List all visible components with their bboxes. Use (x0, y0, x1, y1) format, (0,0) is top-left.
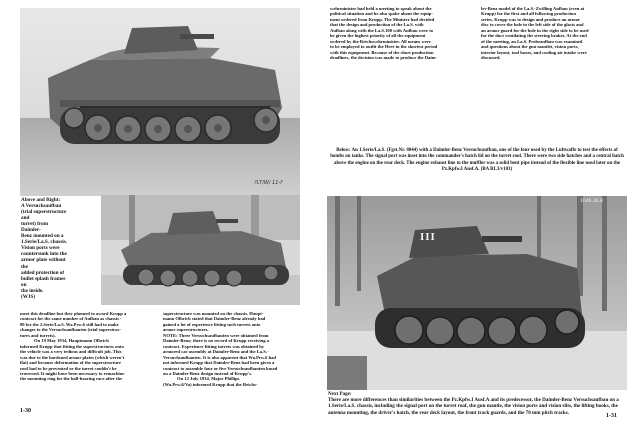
page-number-right: 1-31 (606, 413, 617, 419)
page-number-left: 1-30 (20, 408, 31, 414)
photo-right-tank (327, 196, 627, 390)
caption-above-and-right: Above and Right: A Versuchsaufbau (trial superstructure and turret) from Daimler- Benz mounted on a 1.Serie/La.S. chassis. Vision ports were countersunk into the armor plate without the added protection of bullet splash frames on the inside. (WJS) (21, 197, 67, 300)
left-body-column-1: meet this deadline but they planned to award Krupp a contract for the same number of Aufbau as chassis - 80 for the 2.Serie/La.S. Wa.Prw.6 still had to make changes to the Versuchsaufbauten (trial superstruc- tures and turrets). On 19 May 1934, Hauptmann Olbrich informed Krupp that fitting the superstructures onto the vehicle was a very tedious and difficult job. This was due to the hardened armor plates (which weren't flat) and because deformation of the superstructure roof had to be prevented or the turret couldn't be traversed. It might have been necessary to remachine the mounting ring for the ball-bearing race after the (20, 311, 127, 382)
right-body-column-1: wehrminister had held a meeting to speak about the political situation and he also spoke about the equip- ment ordered from Krupp. The Minister had decided that the design and production of the La.S. with Aufbau along with the La.S.100 with Aufbau were to be given the highest priority of all the equipment ordered by the Reichswehrminister. All means were to be employed to outfit the Heer in the shortest period with this equipment. Because of the short production deadlines, the decision was made to produce the Daim- (330, 6, 438, 61)
photo-marking-iii: III (420, 231, 436, 243)
photo-top-tank (20, 8, 300, 196)
next-page-text: There are more differences than similarities between the Pz.Kpfw.I Ausf.A and its predecessor, the Daimler-Benz Versuchsaufbau on a 1.Serie/La.S. chassis, including the signal port on the turret roof, the gun mantle, the vision ports and vision slits, the lifting hooks, the antenna mounting, the driver's hatch, the rear deck layout, the front track guards, and the 70 mm pitch tracks. (328, 397, 619, 416)
next-page-caption (328, 391, 626, 416)
left-body-column-2: superstructure was mounted on the chassis. Haupt- mann Olbrich stated that Daimler-Benz already had gained a lot of experience fitting such turrets onto armor superstructures. NOTE: Three Versuchsaufbauten were obtained from Daimler-Benz; there is no record of Krupp receiving a contract. Experience fitting turrets was obtained by armored car assembly at Daimler-Benz and the La.S.- Versuchsaufbauten. It is also apparent that Wa.Prw.6 had not informed Krupp that Daimler-Benz had been given a contract to assemble four or five Versuchsaufbauten based on a Daimler-Benz design instead of Krupp's. On 12 July 1934, Major Phillips (Wa.Prw.6/Va) informed Krupp that the Reichs- (163, 311, 278, 387)
photo-corner-text: 1046.3b.8 (580, 199, 603, 204)
photo-top-signature: ?LT/W/ 11-f (254, 180, 282, 186)
caption-below: Below: An 1.Serie/La.S. (Fgst.Nr. 8044) with a Daimler-Benz Versuchsaufbau, one of the four used by the Luftwaffe to test the effects of bombs on tanks. The signal port was inset into the commander's hatch lid on the turret roof. There were two side hatches and a central hatch above the engine on the rear deck. The engine exhaust line to the muffler was a solid bent pipe instead of the flexible line used later on the Pz.Kpfw.I Ausf.A. (BA RL3/v103) (330, 148, 624, 172)
right-body-column-2: ler-Benz model of the La.S.-Zwilling Aufbau (even at Krupp) for the first and all following production series. Krupp was to design and produce an armor disc to cover the hole in the left side of the glacis and an armor guard for the hole in the right side to be used for the duct ventilating the steering brakes. At the end of the meeting, an La.S. Probeaufbau was examined and questions about the gun mantlet, vision ports, interior layout, tool boxes, and cooling air intake were discussed. (481, 6, 589, 61)
photo-middle-tank (101, 195, 300, 305)
next-page-label: Next Page: (328, 391, 352, 397)
